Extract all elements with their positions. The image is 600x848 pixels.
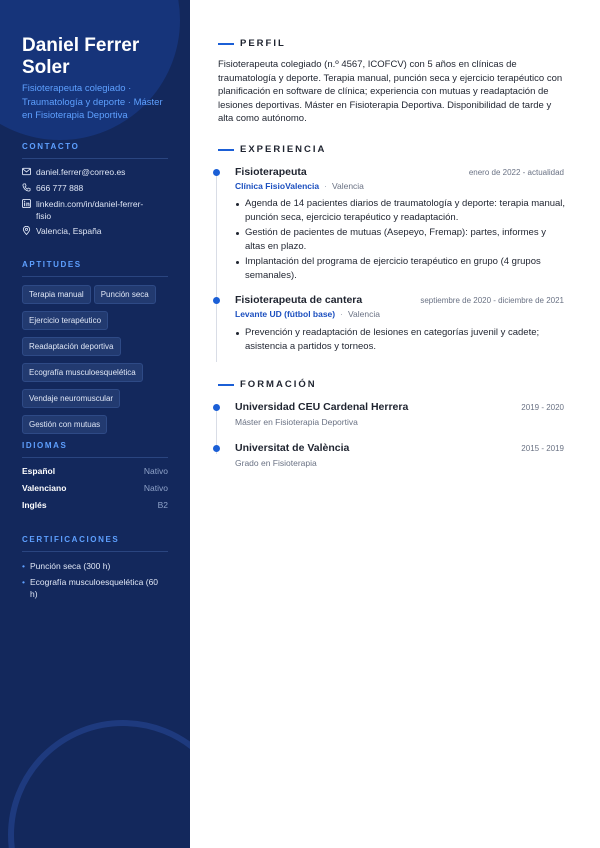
contact-phone[interactable] (22, 182, 83, 194)
job-bullet: Implantación del programa de ejercicio terapéutico en grupo (4 grupos semanales). (235, 255, 568, 282)
profile-text: Fisioterapeuta colegiado (n.º 4567, ICOFCV) con 5 años en clínicas de traumatología y deporte. Terapia manual, punción seca y ejercicio terapéutico con planificación en software de clínica; experiencia con mutuas y readaptación de lesiones deportivas. Máster en Fisioterapia Deportiva. Disponibilidad de tarde y alta como autónomo. (218, 59, 563, 125)
language-name: Español (22, 466, 56, 476)
linkedin-icon (22, 199, 31, 208)
title-accent-bar (218, 384, 234, 386)
job-location: Valencia (331, 181, 364, 191)
language-name: Inglés (22, 500, 47, 510)
job-title: Fisioterapeuta de cantera (235, 294, 363, 306)
contact-linkedin-text: linkedin.com/in/daniel-ferrer-fisio (36, 199, 144, 221)
education-date: 2015 - 2019 (521, 444, 564, 453)
skill-tag: Terapia manual (22, 285, 91, 304)
job-bullet: Gestión de pacientes de mutuas (Asepeyo, Fremap): partes, informes y altas en plazo. (235, 226, 568, 253)
experience-title-text: EXPERIENCIA (240, 144, 327, 155)
skills-list (22, 284, 172, 440)
decorative-ring-bottom (8, 720, 190, 848)
job-organization (235, 309, 380, 319)
contact-section-title: CONTACTO (22, 142, 80, 151)
job-bullets (235, 197, 568, 285)
job-bullet: Prevención y readaptación de lesiones en categorías juvenil y cadete; asistencia a partidos y torneos. (235, 326, 568, 353)
job-bullet: Agenda de 14 pacientes diarios de traumatología y deporte: terapia manual, punción seca, ejercicio terapéutico y readaptación. (235, 197, 568, 224)
divider (22, 551, 168, 552)
bullet-dot: • (22, 561, 25, 571)
skill-tag: Gestión con mutuas (22, 415, 107, 434)
education-section-title (218, 379, 317, 390)
skill-tag: Readaptación deportiva (22, 337, 121, 356)
skill-tag: Vendaje neuromuscular (22, 389, 120, 408)
contact-linkedin[interactable] (22, 198, 162, 222)
education-institution: Universidad CEU Cardenal Herrera (235, 401, 409, 413)
languages-section-title: IDIOMAS (22, 441, 68, 450)
divider (22, 276, 168, 277)
sidebar (0, 0, 190, 848)
certification-text: Ecografía musculoesquelética (60 h) (29, 577, 159, 599)
timeline-dot (213, 445, 220, 452)
contact-email[interactable] (22, 166, 125, 178)
timeline-dot (213, 297, 220, 304)
skills-section-title: APTITUDES (22, 260, 82, 269)
experience-section-title (218, 144, 326, 155)
education-institution: Universitat de València (235, 442, 350, 454)
phone-icon (22, 183, 31, 192)
certification-item (22, 560, 168, 572)
language-level: Nativo (143, 466, 168, 476)
language-level: Nativo (143, 483, 168, 493)
candidate-name: Daniel Ferrer Soler (22, 35, 140, 78)
job-location: Valencia (347, 309, 380, 319)
timeline-dot (213, 404, 220, 411)
divider (22, 158, 168, 159)
certification-item (22, 576, 162, 600)
skill-tag: Punción seca (94, 285, 156, 304)
language-row (22, 500, 168, 510)
profile-title-text: PERFIL (240, 38, 286, 49)
title-accent-bar (218, 149, 234, 151)
experience-timeline (216, 172, 217, 362)
location-pin-icon (22, 226, 31, 235)
timeline-dot (213, 169, 220, 176)
skill-tag: Ejercicio terapéutico (22, 311, 108, 330)
contact-email-text: daniel.ferrer@correo.es (36, 167, 126, 177)
skill-tag: Ecografía musculoesquelética (22, 363, 143, 382)
separator: · (340, 309, 343, 319)
divider (22, 457, 168, 458)
job-date: septiembre de 2020 - diciembre de 2021 (420, 296, 564, 305)
certifications-section-title: CERTIFICACIONES (22, 535, 120, 544)
language-level: B2 (157, 500, 168, 510)
job-org-name: Levante UD (fútbol base) (235, 309, 336, 319)
job-org-name: Clínica FisioValencia (235, 181, 320, 191)
bullet-dot: • (22, 577, 25, 587)
title-accent-bar (218, 43, 234, 45)
education-date: 2019 - 2020 (521, 403, 564, 412)
certification-text: Punción seca (300 h) (29, 561, 111, 571)
candidate-tagline: Fisioterapeuta colegiado · Traumatología y deporte · Máster en Fisioterapia Deportiva (22, 83, 163, 121)
language-row (22, 466, 168, 476)
job-organization (235, 181, 364, 191)
job-title: Fisioterapeuta (235, 166, 307, 178)
language-row (22, 483, 168, 493)
education-degree: Grado en Fisioterapia (235, 458, 317, 468)
education-title-text: FORMACIÓN (240, 379, 317, 390)
contact-phone-text: 666 777 888 (36, 183, 84, 193)
education-degree: Máster en Fisioterapia Deportiva (235, 417, 358, 427)
contact-location-text: Valencia, España (36, 226, 102, 236)
mail-icon (22, 167, 31, 176)
separator: · (324, 181, 327, 191)
profile-section-title (218, 38, 286, 49)
job-bullets (235, 326, 568, 355)
contact-location (22, 225, 102, 237)
language-name: Valenciano (22, 483, 67, 493)
job-date: enero de 2022 - actualidad (468, 168, 564, 177)
